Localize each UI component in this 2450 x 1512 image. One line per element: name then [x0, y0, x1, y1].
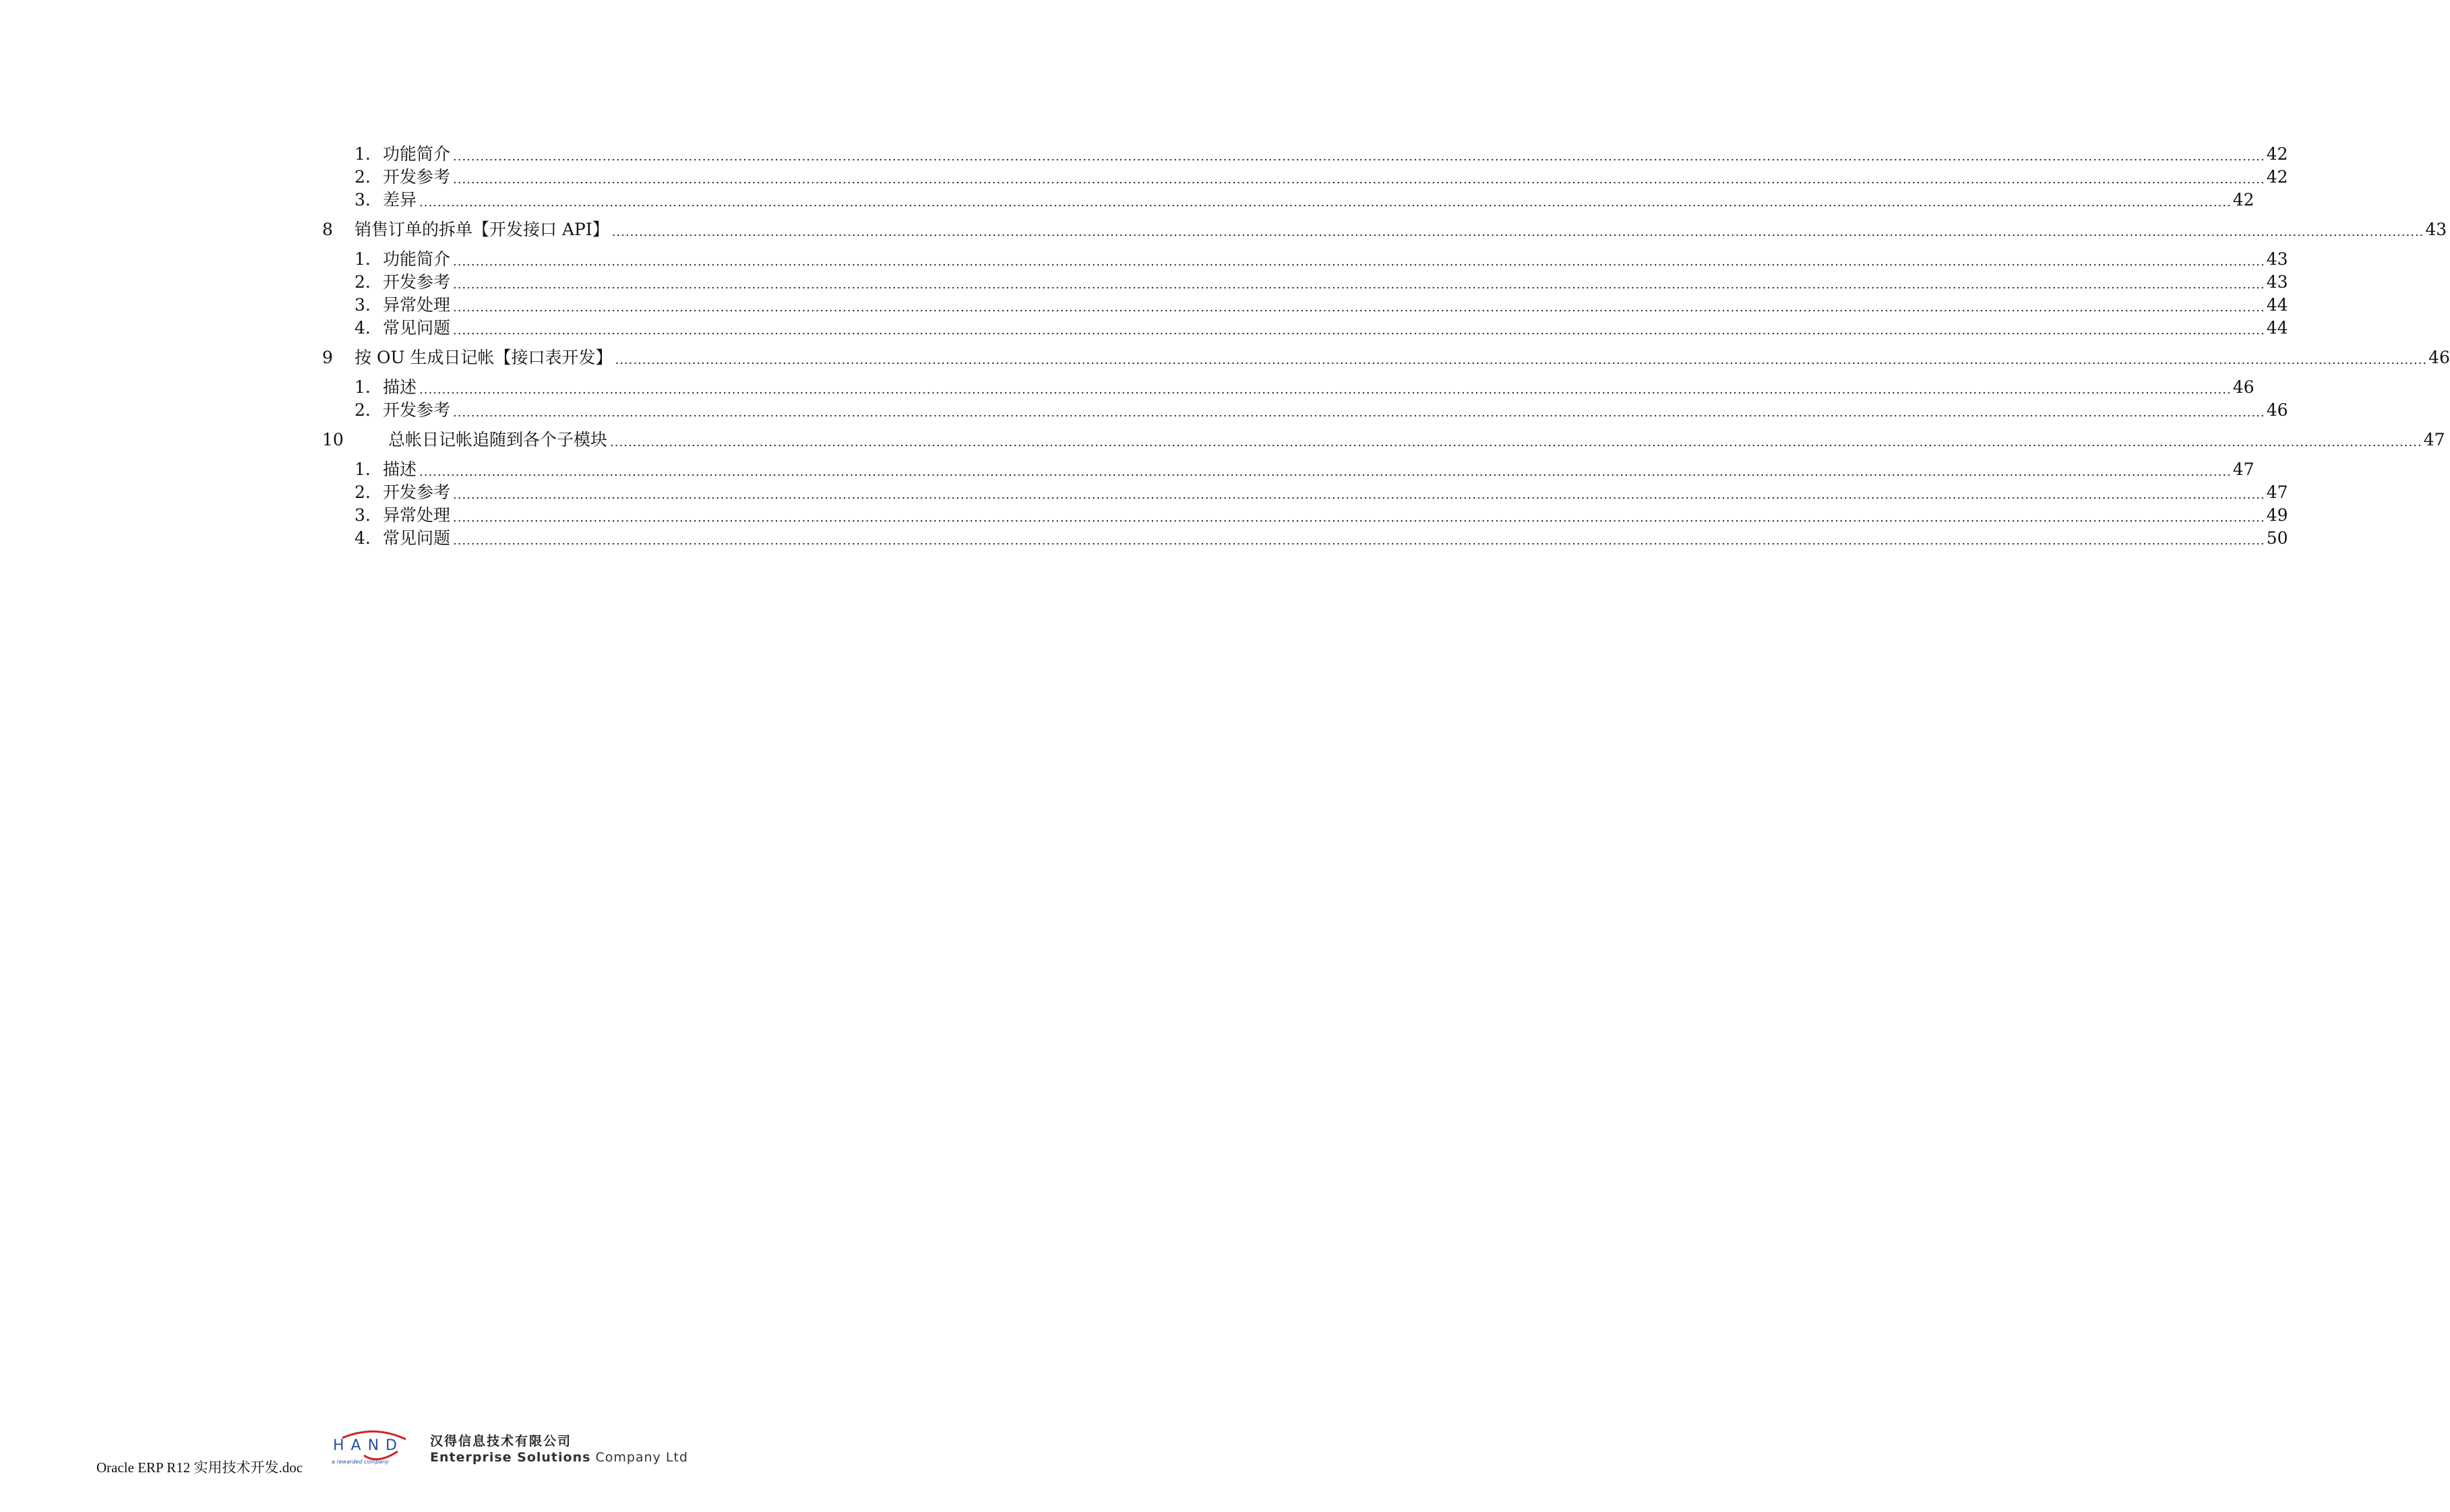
- toc-entry-title: 常见问题: [383, 528, 451, 548]
- toc-leader-dots: ................................................................................................................................................................................................................................................................................................................................................................................................................: [453, 534, 2265, 548]
- toc-entry-label: [355, 399, 453, 422]
- toc-section-row[interactable]: [322, 504, 2288, 527]
- logo-tagline: a rewarded company: [332, 1459, 389, 1465]
- table-of-contents: [322, 143, 2450, 550]
- toc-page-number: 43: [2266, 249, 2288, 269]
- toc-leader-dots: ................................................................................................................................................................................................................................................................................................................................................................................................................: [453, 278, 2265, 292]
- toc-section-row[interactable]: [322, 271, 2288, 294]
- toc-leader-dots: ................................................................................................................................................................................................................................................................................................................................................................................................................: [453, 255, 2265, 269]
- toc-entry-number: 2.: [355, 482, 371, 502]
- toc-leader-dots: ................................................................................................................................................................................................................................................................................................................................................................................................................: [419, 195, 2232, 210]
- toc-entry-label: [355, 376, 419, 399]
- toc-leader-dots: ................................................................................................................................................................................................................................................................................................................................................................................................................: [419, 383, 2232, 397]
- toc-entry-title: 异常处理: [383, 295, 451, 315]
- toc-leader-dots: ................................................................................................................................................................................................................................................................................................................................................................................................................: [453, 406, 2265, 420]
- toc-entry-label: [355, 504, 453, 527]
- toc-entry-title: 差异: [383, 190, 417, 210]
- toc-chapter-row[interactable]: [322, 429, 2445, 451]
- toc-leader-dots: ................................................................................................................................................................................................................................................................................................................................................................................................................: [453, 301, 2265, 315]
- toc-page-number: 42: [2266, 167, 2288, 187]
- toc-section-row[interactable]: [322, 399, 2288, 422]
- toc-page-number: 47: [2232, 460, 2255, 479]
- toc-entry-title: 常见问题: [383, 318, 451, 338]
- toc-entry-label: [355, 189, 419, 212]
- toc-section-row[interactable]: [322, 376, 2255, 399]
- toc-leader-dots: ................................................................................................................................................................................................................................................................................................................................................................................................................: [453, 511, 2265, 525]
- toc-leader-dots: ................................................................................................................................................................................................................................................................................................................................................................................................................: [615, 353, 2428, 367]
- toc-page-number: 42: [2266, 144, 2288, 164]
- company-name-cn: 汉得信息技术有限公司: [430, 1434, 572, 1449]
- toc-entry-number: 1.: [355, 249, 371, 269]
- toc-section-row[interactable]: [322, 143, 2288, 166]
- company-name-en: [430, 1450, 688, 1465]
- toc-entry-title: 功能简介: [383, 249, 451, 269]
- toc-page-number: 50: [2266, 528, 2288, 548]
- toc-entry-number: 3.: [355, 190, 371, 210]
- toc-entry-label: [355, 248, 453, 271]
- toc-leader-dots: ................................................................................................................................................................................................................................................................................................................................................................................................................: [419, 465, 2232, 479]
- toc-entry-label: [355, 143, 453, 166]
- hand-logo-icon: [330, 1428, 418, 1466]
- toc-entry-label: [322, 218, 612, 241]
- toc-page-number: 47: [2423, 430, 2445, 449]
- footer-filename: Oracle ERP R12 实用技术开发.doc: [96, 1459, 303, 1476]
- toc-page-number: 49: [2266, 505, 2288, 525]
- toc-entry-number: 1.: [355, 377, 371, 397]
- toc-page-number: 44: [2266, 295, 2288, 315]
- toc-entry-number: 2.: [355, 400, 371, 420]
- toc-entry-label: [355, 527, 453, 550]
- toc-entry-title: 异常处理: [383, 505, 451, 525]
- toc-page-number: 47: [2266, 482, 2288, 502]
- toc-entry-title: 描述: [383, 377, 417, 397]
- logo-letters: HAND: [333, 1437, 404, 1454]
- toc-page-number: 43: [2425, 220, 2447, 239]
- toc-section-row[interactable]: [322, 189, 2255, 212]
- toc-entry-title: 开发参考: [383, 482, 451, 502]
- toc-section-row[interactable]: [322, 317, 2288, 340]
- toc-chapter-row[interactable]: [322, 346, 2450, 369]
- toc-entry-label: [355, 458, 419, 481]
- company-name-en-rest: Company Ltd: [590, 1450, 688, 1465]
- toc-entry-label: [355, 481, 453, 504]
- toc-entry-number: 1.: [355, 144, 371, 164]
- toc-page-number: 46: [2266, 400, 2288, 420]
- toc-leader-dots: ................................................................................................................................................................................................................................................................................................................................................................................................................: [610, 435, 2422, 449]
- toc-entry-label: [322, 429, 610, 451]
- toc-page-number: 44: [2266, 318, 2288, 338]
- toc-entry-number: 2.: [355, 167, 371, 187]
- toc-entry-number: 1.: [355, 460, 371, 479]
- toc-entry-label: [322, 346, 615, 369]
- toc-section-row[interactable]: [322, 527, 2288, 550]
- toc-entry-label: [355, 317, 453, 340]
- toc-entry-title: 销售订单的拆单【开发接口 API】: [355, 220, 609, 239]
- toc-page-number: 46: [2428, 348, 2450, 367]
- toc-entry-number: 10: [322, 430, 344, 449]
- toc-entry-number: 4.: [355, 318, 371, 338]
- toc-entry-title: 开发参考: [383, 400, 451, 420]
- toc-entry-title: 按 OU 生成日记帐【接口表开发】: [355, 348, 613, 367]
- toc-chapter-row[interactable]: [322, 218, 2447, 241]
- toc-entry-label: [355, 294, 453, 317]
- toc-entry-title: 开发参考: [383, 167, 451, 187]
- toc-leader-dots: ................................................................................................................................................................................................................................................................................................................................................................................................................: [453, 172, 2265, 187]
- toc-entry-number: 3.: [355, 295, 371, 315]
- toc-page-number: 42: [2232, 190, 2255, 210]
- toc-entry-label: [355, 271, 453, 294]
- toc-section-row[interactable]: [322, 248, 2288, 271]
- toc-entry-number: 8: [322, 220, 333, 239]
- toc-entry-number: 3.: [355, 505, 371, 525]
- toc-entry-number: 9: [322, 348, 333, 367]
- toc-section-row[interactable]: [322, 294, 2288, 317]
- toc-entry-number: 2.: [355, 272, 371, 292]
- toc-entry-title: 描述: [383, 460, 417, 479]
- toc-leader-dots: ................................................................................................................................................................................................................................................................................................................................................................................................................: [611, 225, 2424, 239]
- toc-entry-label: [355, 166, 453, 189]
- toc-page-number: 46: [2232, 377, 2255, 397]
- toc-entry-title: 总帐日记帐追随到各个子模块: [388, 430, 608, 449]
- company-logo: [330, 1427, 708, 1470]
- toc-section-row[interactable]: [322, 458, 2255, 481]
- toc-entry-title: 功能简介: [383, 144, 451, 164]
- toc-section-row[interactable]: [322, 481, 2288, 504]
- toc-leader-dots: ................................................................................................................................................................................................................................................................................................................................................................................................................: [453, 323, 2265, 338]
- company-name-en-bold: Enterprise Solutions: [430, 1450, 591, 1465]
- toc-entry-number: 4.: [355, 528, 371, 548]
- toc-leader-dots: ................................................................................................................................................................................................................................................................................................................................................................................................................: [453, 488, 2265, 502]
- toc-leader-dots: ................................................................................................................................................................................................................................................................................................................................................................................................................: [453, 150, 2265, 164]
- toc-entry-title: 开发参考: [383, 272, 451, 292]
- toc-section-row[interactable]: [322, 166, 2288, 189]
- toc-page-number: 43: [2266, 272, 2288, 292]
